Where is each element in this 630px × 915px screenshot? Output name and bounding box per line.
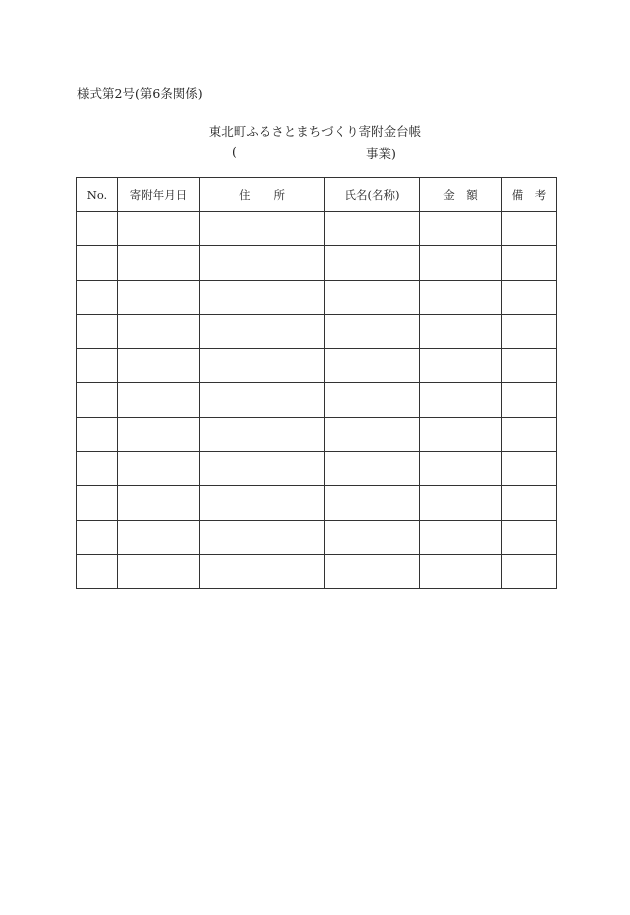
table-header-row xyxy=(77,178,557,212)
column-header-amount: 金 額 xyxy=(420,178,502,212)
remarks-cell xyxy=(502,520,557,554)
remarks-cell xyxy=(502,212,557,246)
address-cell xyxy=(200,212,325,246)
table-row xyxy=(77,520,557,554)
name-cell xyxy=(325,452,420,486)
no-cell xyxy=(77,280,118,314)
amount-cell xyxy=(420,486,502,520)
column-header-donation-date: 寄附年月日 xyxy=(118,178,200,212)
amount-cell xyxy=(420,452,502,486)
donation-date-cell xyxy=(118,486,200,520)
no-cell xyxy=(77,520,118,554)
remarks-cell xyxy=(502,486,557,520)
amount-cell xyxy=(420,314,502,348)
table-row xyxy=(77,212,557,246)
donation-date-cell xyxy=(118,452,200,486)
amount-cell xyxy=(420,554,502,588)
name-cell xyxy=(325,314,420,348)
donation-date-cell xyxy=(118,383,200,417)
table-row xyxy=(77,554,557,588)
table-row xyxy=(77,486,557,520)
remarks-cell xyxy=(502,349,557,383)
address-cell xyxy=(200,314,325,348)
amount-cell xyxy=(420,417,502,451)
remarks-cell xyxy=(502,280,557,314)
amount-cell xyxy=(420,520,502,554)
amount-cell xyxy=(420,349,502,383)
table-row xyxy=(77,349,557,383)
name-cell xyxy=(325,212,420,246)
address-cell xyxy=(200,246,325,280)
column-header-no: No. xyxy=(77,178,118,212)
donation-date-cell xyxy=(118,280,200,314)
remarks-cell xyxy=(502,314,557,348)
column-header-address: 住 所 xyxy=(200,178,325,212)
name-cell xyxy=(325,383,420,417)
no-cell xyxy=(77,349,118,383)
address-cell xyxy=(200,417,325,451)
address-cell xyxy=(200,452,325,486)
table-row xyxy=(77,246,557,280)
address-cell xyxy=(200,554,325,588)
remarks-cell xyxy=(502,452,557,486)
no-cell xyxy=(77,212,118,246)
amount-cell xyxy=(420,246,502,280)
donation-date-cell xyxy=(118,349,200,383)
address-cell xyxy=(200,280,325,314)
no-cell xyxy=(77,314,118,348)
address-cell xyxy=(200,383,325,417)
remarks-cell xyxy=(502,417,557,451)
name-cell xyxy=(325,554,420,588)
amount-cell xyxy=(420,280,502,314)
column-header-remarks: 備 考 xyxy=(502,178,557,212)
table-row xyxy=(77,280,557,314)
remarks-cell xyxy=(502,246,557,280)
project-open-paren: ( xyxy=(232,144,237,159)
table-body xyxy=(77,212,557,589)
address-cell xyxy=(200,520,325,554)
column-header-name: 氏名(名称) xyxy=(325,178,420,212)
form-number: 様式第2号(第6条関係) xyxy=(77,86,203,101)
document-title: 東北町ふるさとまちづくり寄附金台帳 xyxy=(208,124,422,139)
no-cell xyxy=(77,554,118,588)
no-cell xyxy=(77,486,118,520)
donation-date-cell xyxy=(118,314,200,348)
table-row xyxy=(77,452,557,486)
no-cell xyxy=(77,417,118,451)
table-row xyxy=(77,314,557,348)
name-cell xyxy=(325,349,420,383)
no-cell xyxy=(77,246,118,280)
project-line xyxy=(0,144,630,160)
name-cell xyxy=(325,520,420,554)
donation-date-cell xyxy=(118,212,200,246)
donation-date-cell xyxy=(118,417,200,451)
project-suffix: 事業) xyxy=(366,146,396,161)
address-cell xyxy=(200,486,325,520)
donation-date-cell xyxy=(118,520,200,554)
amount-cell xyxy=(420,212,502,246)
donation-date-cell xyxy=(118,246,200,280)
name-cell xyxy=(325,246,420,280)
donation-ledger-table xyxy=(76,177,557,589)
name-cell xyxy=(325,280,420,314)
name-cell xyxy=(325,486,420,520)
name-cell xyxy=(325,417,420,451)
remarks-cell xyxy=(502,383,557,417)
remarks-cell xyxy=(502,554,557,588)
amount-cell xyxy=(420,383,502,417)
address-cell xyxy=(200,349,325,383)
table-row xyxy=(77,417,557,451)
donation-date-cell xyxy=(118,554,200,588)
no-cell xyxy=(77,452,118,486)
no-cell xyxy=(77,383,118,417)
table-row xyxy=(77,383,557,417)
